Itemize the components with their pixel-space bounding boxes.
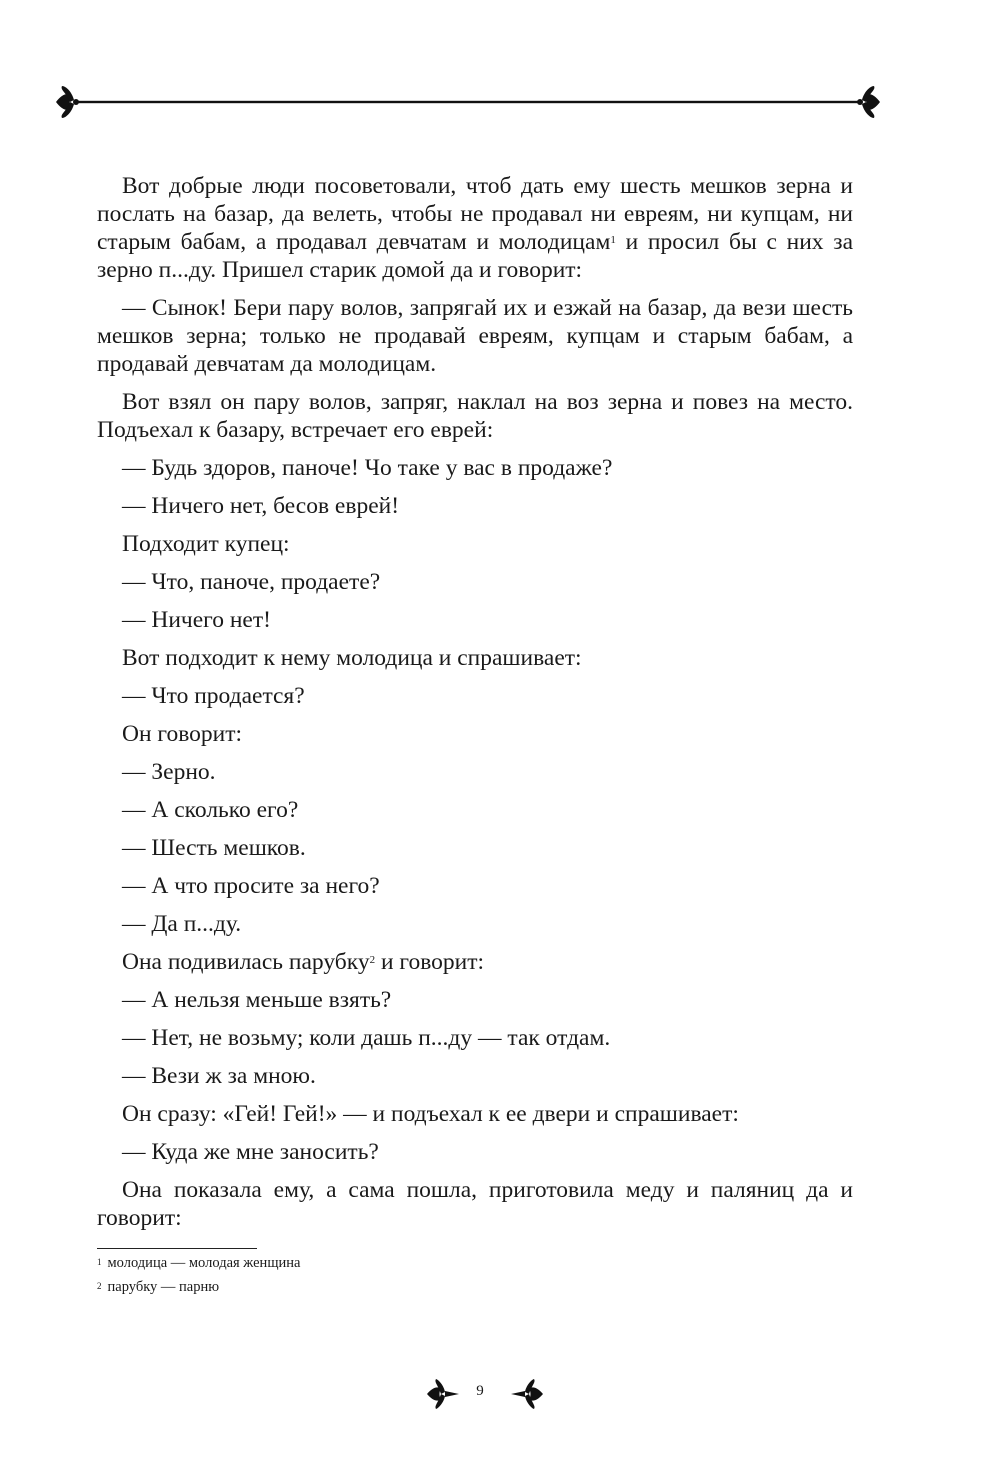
dialogue-line: Он говорит: (122, 721, 243, 747)
dialogue-line: Она подивилась парубку$^2$ и говорит: (122, 949, 485, 975)
dialogue-line: — Ничего нет, бесов еврей! (122, 493, 400, 519)
footnote-ref: 1 (610, 234, 616, 246)
paragraph: Она показала ему, а сама пошла, приготовила меду и паляниц да и говорит: (97, 1177, 853, 1231)
dialogue-line: Подходит купец: (122, 531, 290, 557)
page-number: 9 (476, 1383, 484, 1399)
dialogue-line: Он сразу: «Гей! Гей!» — и подъехал к ее двери и спрашивает: (122, 1101, 739, 1127)
top-ornamental-rule (52, 82, 884, 122)
dialogue-line: — Вези ж за мною. (122, 1063, 316, 1089)
paragraph: Вот взял он пару волов, запряг, наклал на воз зерна и повез на место. Подъехал к базару, встречает его еврей: (97, 389, 853, 443)
dialogue-line: — Что, паноче, продаете? (122, 569, 381, 595)
dialogue-line: — Куда же мне заносить? (122, 1139, 379, 1165)
dialogue-line: — Что продается? (122, 683, 305, 709)
dialogue-line: — Нет, не возьму; коли дашь п...ду — так отдам. (122, 1025, 611, 1051)
dialogue-line: — Шесть мешков. (122, 835, 306, 861)
body-text (97, 172, 853, 1242)
paragraph: Вот добрые люди посоветовали, чтоб дать ему шесть мешков зерна и послать на базар, да велеть, чтобы не продавал ни евреям, ни купцам, ни старым бабам, а продавал девчатам и молодицам$^1$ и просил бы с них за зерно п...ду. Пришел старик домой да и говорит: (97, 173, 854, 283)
dialogue-line: Вот подходит к нему молодица и спрашивает: (122, 645, 582, 671)
dialogue-line: — Будь здоров, паноче! Чо таке у вас в продаже? (122, 455, 613, 481)
footnote-ref: 2 (369, 954, 376, 966)
dialogue-line: — А сколько его? (122, 797, 299, 823)
footnotes (97, 1255, 597, 1303)
footnote-divider (97, 1248, 257, 1249)
dialogue-line: — Зерно. (122, 759, 216, 785)
footnote: $^2$ парубку — парню (97, 1279, 220, 1295)
paragraph: — Сынок! Бери пару волов, запрягай их и езжай на базар, да вези шесть мешков зерна; только не продавай евреям, купцам и старым бабам, а продавай девчатам да молодицам. (97, 295, 853, 377)
dialogue-line: — А что просите за него? (122, 873, 380, 899)
footnote: $^1$ молодица — молодая женщина (97, 1255, 301, 1271)
dialogue-line: — Ничего нет! (122, 607, 271, 633)
dialogue-line: — Да п...ду. (122, 911, 242, 937)
dialogue-line: — А нельзя меньше взять? (122, 987, 392, 1013)
